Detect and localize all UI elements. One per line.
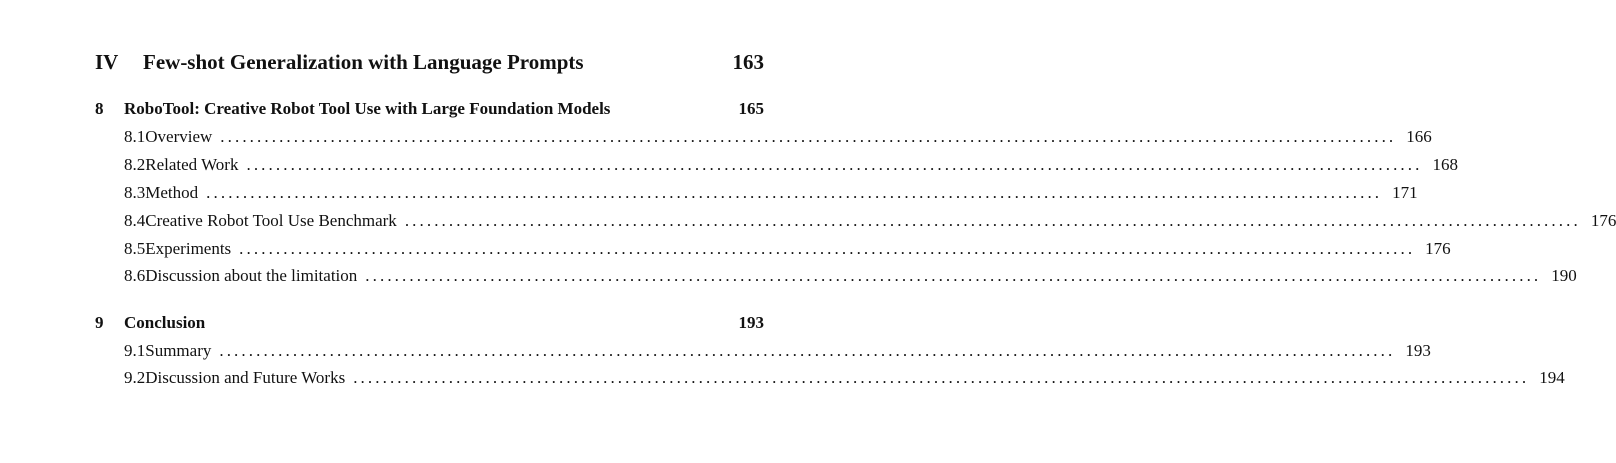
section-title: Creative Robot Tool Use Benchmark: [145, 211, 397, 230]
section-title: Related Work: [145, 155, 239, 174]
section-page-number: 168: [1432, 155, 1458, 174]
section-page-number: 190: [1551, 266, 1577, 285]
section-number: 8.3: [124, 183, 146, 202]
chapter-title: RoboTool: Creative Robot Tool Use with Large Foundation Models: [124, 99, 611, 118]
section-title: Summary: [145, 341, 212, 360]
chapter-number: 9: [95, 313, 104, 332]
section-number: 8.4: [124, 211, 146, 230]
section-title: Method: [145, 183, 199, 202]
toc-entry-8-3: [124, 183, 1418, 203]
section-number: 8.2: [124, 155, 146, 174]
dot-leader: ................................................................................................................................................................: [220, 127, 1397, 146]
dot-leader: ................................................................................................................................................................: [206, 183, 1383, 202]
part-title: Few-shot Generalization with Language Prompts: [143, 50, 584, 74]
chapter-page-number: 193: [738, 313, 764, 332]
section-title: Experiments: [145, 239, 232, 258]
part-page-number: 163: [732, 50, 764, 74]
section-number: 8.5: [124, 239, 146, 258]
section-title: Overview: [145, 127, 213, 146]
toc-entry-8-6: [124, 266, 1577, 286]
section-page-number: 193: [1405, 341, 1431, 360]
chapter-heading-8: [95, 99, 764, 119]
part-heading: [95, 50, 764, 75]
section-number: 9.2: [124, 368, 146, 387]
dot-leader: ................................................................................................................................................................: [365, 266, 1542, 285]
dot-leader: ................................................................................................................................................................: [353, 368, 1530, 387]
section-page-number: 176: [1425, 239, 1451, 258]
chapter-page-number: 165: [738, 99, 764, 118]
section-number: 8.6: [124, 266, 146, 285]
section-title: Discussion about the limitation: [145, 266, 358, 285]
chapter-heading-9: [95, 313, 764, 333]
dot-leader: ................................................................................................................................................................: [239, 239, 1416, 258]
part-number: IV: [95, 50, 119, 74]
toc-entry-8-2: [124, 155, 1458, 175]
toc-entry-8-5: [124, 239, 1451, 259]
chapter-number: 8: [95, 99, 104, 118]
dot-leader: ................................................................................................................................................................: [219, 341, 1396, 360]
section-number: 8.1: [124, 127, 146, 146]
dot-leader: ................................................................................................................................................................: [404, 211, 1581, 230]
section-page-number: 166: [1406, 127, 1432, 146]
dot-leader: ................................................................................................................................................................: [246, 155, 1423, 174]
toc-entry-9-1: [124, 341, 1431, 361]
toc-entry-8-1: [124, 127, 1432, 147]
section-page-number: 176: [1590, 211, 1616, 230]
toc-entry-9-2: [124, 368, 1565, 388]
section-page-number: 171: [1392, 183, 1418, 202]
toc-entry-8-4: [124, 211, 1616, 231]
section-page-number: 194: [1539, 368, 1565, 387]
section-number: 9.1: [124, 341, 146, 360]
chapter-title: Conclusion: [124, 313, 206, 332]
section-title: Discussion and Future Works: [145, 368, 346, 387]
